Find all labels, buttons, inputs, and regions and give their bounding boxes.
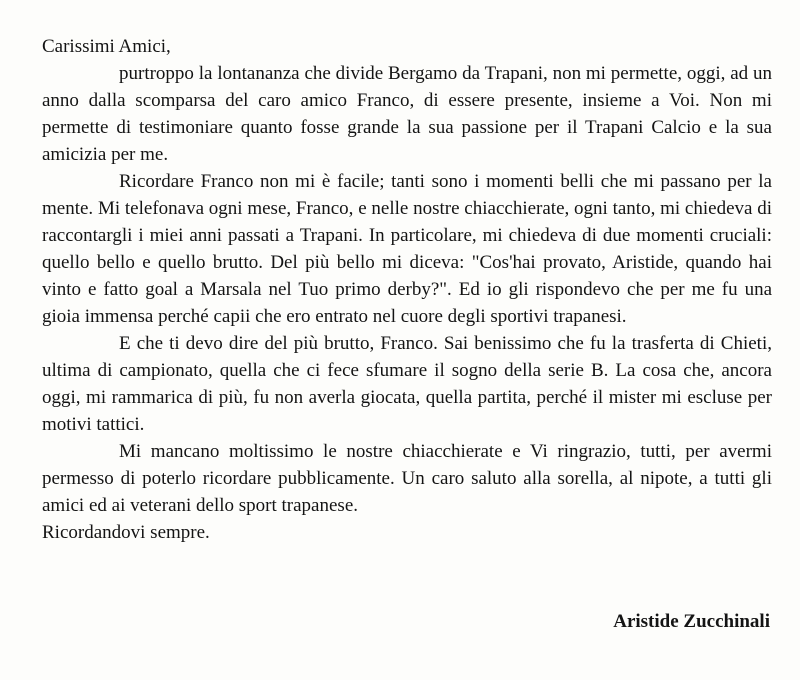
paragraph-4: Mi mancano moltissimo le nostre chiacchierate e Vi ringrazio, tutti, per avermi permesso di poterlo ricordare pubblicamente. Un caro saluto alla sorella, al nipote, a tutti gli amici ed ai veterani dello sport trapanese. xyxy=(42,441,772,516)
signature: Aristide Zucchinali xyxy=(613,611,770,632)
paragraph-1: purtroppo la lontananza che divide Bergamo da Trapani, non mi permette, oggi, ad un anno dalla scomparsa del caro amico Franco, di essere presente, insieme a Voi. Non mi permette di testimoniare quanto fosse grande la sua passione per il Trapani Calcio e la sua amicizia per me. xyxy=(42,63,772,165)
paragraph-2: Ricordare Franco non mi è facile; tanti sono i momenti belli che mi passano per la mente. Mi telefonava ogni mese, Franco, e nelle nostre chiacchierate, ogni tanto, mi chiedeva di raccontargli i miei anni passati a Trapani. In particolare, mi chiedeva di due momenti cruciali: quello bello e quello brutto. Del più bello mi diceva: "Cos'hai provato, Aristide, quando hai vinto e fatto goal a Marsala nel Tuo primo derby?". Ed io gli rispondevo che per me fu una gioia immensa perché capii che ero entrato nel cuore degli sportivi trapanesi. xyxy=(42,171,772,327)
closing-line: Ricordandovi sempre. xyxy=(42,522,210,543)
paragraph-3: E che ti devo dire del più brutto, Franco. Sai benissimo che fu la trasferta di Chieti, ultima di campionato, quella che ci fece sfumare il sogno della serie B. La cosa che, ancora oggi, mi rammarica di più, fu non averla giocata, quella partita, perché il mister mi escluse per motivi tattici. xyxy=(42,333,772,435)
salutation: Carissimi Amici, xyxy=(42,36,171,57)
